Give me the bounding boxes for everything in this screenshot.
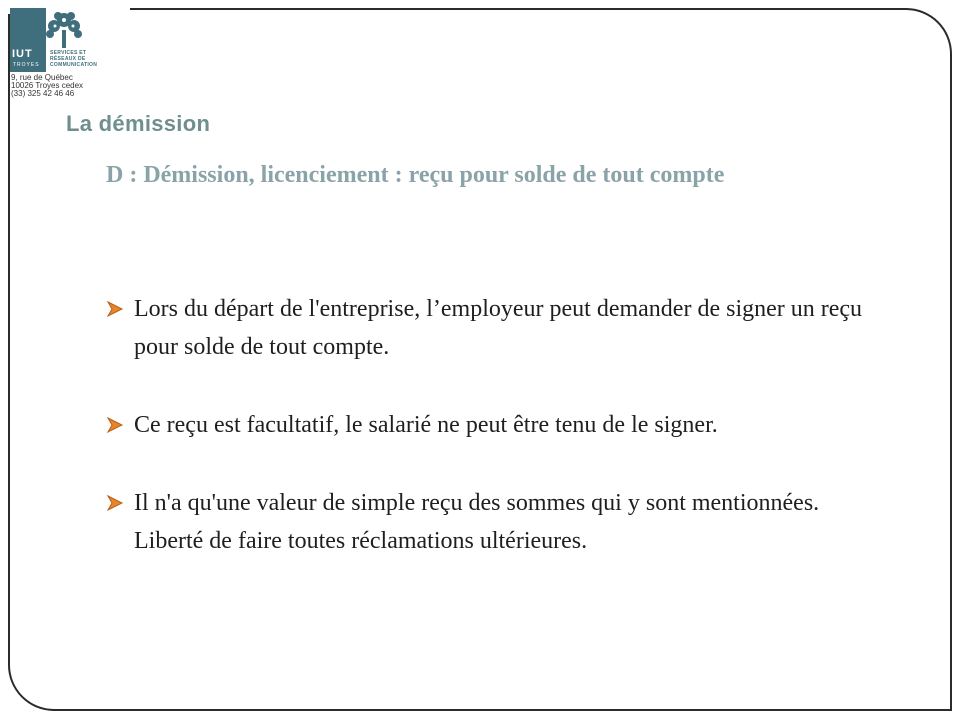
bullet-list: [106, 290, 886, 600]
logo-iut-text: IUT: [12, 48, 33, 60]
logo-tagline-line: RÉSEAUX DE: [50, 56, 86, 62]
iut-logo: [10, 8, 122, 72]
section-title: La démission: [66, 111, 211, 136]
slide-heading: D : Démission, licenciement : reçu pour solde de tout compte: [106, 162, 725, 188]
arrow-bullet-icon: [106, 494, 124, 512]
address-city: 10026 Troyes cedex: [11, 81, 84, 90]
address-block: [11, 74, 83, 98]
bullet-item: [106, 290, 886, 366]
bullet-text: Il n'a qu'une valeur de simple reçu des sommes qui y sont mentionnées. Liberté de faire toutes réclamations ultérieures.: [134, 490, 820, 554]
logo-troyes-text: TROYES: [13, 62, 40, 68]
tree-icon: [44, 10, 84, 50]
bullet-text: Lors du départ de l'entreprise, l’employeur peut demander de signer un reçu pour solde de tout compte.: [134, 296, 863, 360]
logo-tagline: [50, 50, 120, 68]
bullet-item: [106, 484, 886, 560]
arrow-bullet-icon: [106, 300, 124, 318]
address-street: 9, rue de Québec: [11, 73, 73, 82]
logo-box: [10, 8, 46, 72]
bullet-item: [106, 406, 886, 444]
address-phone: (33) 325 42 46 46: [11, 89, 75, 98]
arrow-bullet-icon: [106, 416, 124, 434]
logo-tagline-line: SERVICES ET: [50, 50, 87, 56]
logo-tagline-line: COMMUNICATION: [50, 62, 98, 68]
bullet-text: Ce reçu est facultatif, le salarié ne peut être tenu de le signer.: [134, 412, 718, 438]
